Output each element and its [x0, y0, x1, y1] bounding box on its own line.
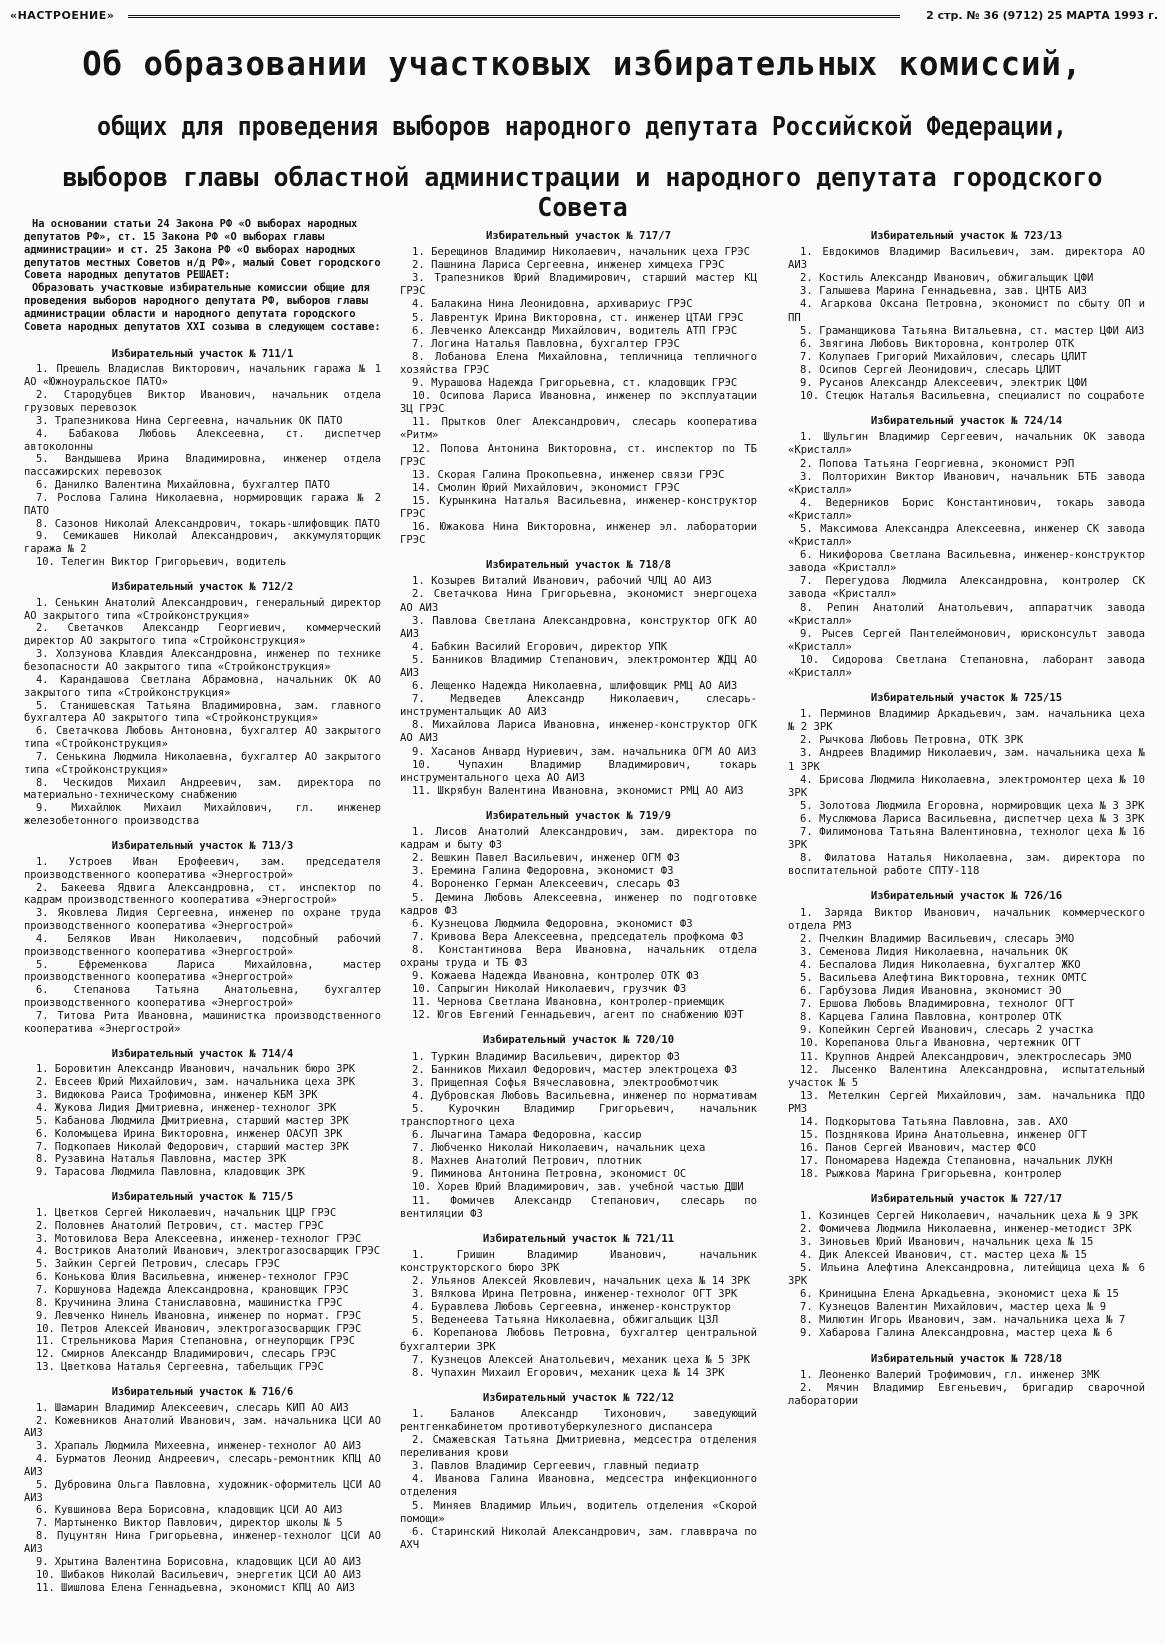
commission-member: 4. Ведерников Борис Константинович, токарь завода «Кристалл» [788, 496, 1145, 522]
polling-station-section [24, 1386, 381, 1595]
commission-member: 9. Семикашев Николай Александрович, аккумуляторщик гаража № 2 [24, 530, 381, 556]
commission-member: 2. Светачкова Нина Григорьевна, экономист энергоцеха АО АИЗ [400, 588, 757, 614]
commission-member: 6. Конькова Юлия Васильевна, инженер-технолог ГРЭС [36, 1271, 349, 1284]
polling-station-title: Избирательный участок № 714/4 [111, 1047, 294, 1060]
commission-member: 11. Чернова Светлана Ивановна, контролер-приемщик [412, 996, 725, 1009]
commission-member: 7. Рослова Галина Николаевна, нормировщик гаража № 2 ПАТО [24, 491, 381, 517]
commission-member: 2. Ульянов Алексей Яковлевич, начальник цеха № 14 ЗРК [412, 1275, 751, 1288]
commission-member: 4. Агаркова Оксана Петровна, экономист по сбыту ОП и ПП [788, 298, 1145, 324]
column-2 [400, 218, 757, 1638]
commission-member: 4. Буравлева Любовь Сергеевна, инженер-конструктор [412, 1301, 731, 1314]
commission-member: 10. Осипова Лариса Ивановна, инженер по эксплуатации ЗЦ ГРЭС [400, 390, 757, 416]
commission-member: 4. Беляков Иван Николаевич, подсобный рабочий производственного кооператива «Энергострой» [24, 932, 381, 958]
polling-station-section [788, 890, 1145, 1181]
commission-member: 3. Трапезникова Нина Сергеевна, начальник ОК ПАТО [36, 414, 343, 427]
commission-member: 12. Смирнов Александр Владимирович, слесарь ГРЭС [36, 1348, 337, 1361]
column-1 [24, 218, 381, 1638]
commission-member: 7. Перегудова Людмила Александровна, контролер СК завода «Кристалл» [788, 575, 1145, 601]
commission-member: 7. Кузнецов Валентин Михайлович, мастер цеха № 9 [800, 1301, 1107, 1314]
commission-member: 7. Логина Наталья Павловна, бухгалтер ГРЭС [412, 337, 680, 350]
commission-member: 5. Ильина Алефтина Александровна, литейщица цеха № 6 ЗРК [788, 1261, 1145, 1288]
polling-station-title: Избирательный участок № 724/14 [870, 415, 1063, 428]
polling-station-title: Избирательный участок № 721/11 [482, 1232, 675, 1245]
commission-member: 6. Никифорова Светлана Васильевна, инженер-конструктор завода «Кристалл» [788, 549, 1145, 575]
commission-member: 10. Сидорова Светлана Степановна, лаборант завода «Кристалл» [788, 653, 1145, 679]
commission-member: 8. Пуцунтян Нина Григорьевна, инженер-технолог ЦСИ АО АИЗ [24, 1530, 381, 1555]
commission-member: 8. Кручинина Элина Станиславовна, машинистка ГРЭС [36, 1296, 343, 1309]
polling-station-title: Избирательный участок № 716/6 [111, 1385, 294, 1398]
commission-member: 10. Корепанова Ольга Ивановна, чертежник ОГТ [800, 1037, 1081, 1050]
polling-station-section [788, 692, 1145, 878]
commission-member: 4. Жукова Лидия Дмитриевна, инженер-технолог ЗРК [36, 1102, 337, 1114]
commission-member: 3. Семенова Лидия Николаевна, начальник ОК [800, 945, 1068, 958]
commission-member: 1. Леоненко Валерий Трофимович, гл. инженер ЗМК [800, 1368, 1100, 1381]
commission-member: 9. Хабарова Галина Александровна, мастер цеха № 6 [800, 1327, 1113, 1340]
commission-member: 8. Сазонов Николай Александрович, токарь-шлифовщик ПАТО [36, 517, 381, 530]
commission-member: 7. Медведев Александр Николаевич, слесарь-инструментальщик АО АИЗ [400, 693, 757, 719]
commission-member: 2. Рычкова Любовь Петровна, ОТК ЗРК [800, 734, 1024, 747]
commission-member: 4. Иванова Галина Ивановна, медсестра инфекционного отделения [400, 1473, 757, 1499]
commission-member: 10. Хорев Юрий Владимирович, зав. учебной частью ДШИ [412, 1181, 744, 1194]
commission-member: 1. Козинцев Сергей Николаевич, начальник цеха № 9 ЗРК [800, 1209, 1139, 1222]
commission-member: 1. Боровитин Александр Иванович, начальник бюро ЗРК [36, 1063, 356, 1076]
commission-member: 7. Любченко Николай Николаевич, начальник цеха [412, 1142, 706, 1155]
polling-station-title: Избирательный участок № 719/9 [486, 809, 671, 822]
polling-station-section [400, 1233, 757, 1380]
commission-member: 6. Данилко Валентина Михайловна, бухгалтер ПАТО [36, 479, 331, 492]
commission-member: 1. Прешель Владислав Викторович, начальник гаража № 1 АО «Южноуральское ПАТО» [24, 363, 381, 389]
commission-member: 2. Мячин Владимир Евгеньевич, бригадир сварочной лаборатории [788, 1381, 1145, 1407]
commission-member: 11. Прытков Олег Александрович, слесарь кооператива «Ритм» [400, 416, 757, 442]
polling-station-title: Избирательный участок № 723/13 [870, 230, 1063, 242]
commission-member: 5. Васильева Алефтина Викторовна, техник ОМТС [800, 971, 1088, 984]
commission-member: 6. Лещенко Надежда Николаевна, шлифовщик РМЦ АО АИЗ [412, 680, 738, 693]
headline-line-1: Об образовании участковых избирательных комиссий, [82, 44, 1083, 83]
polling-station-section [400, 1034, 757, 1220]
commission-member: 8. Ческидов Михаил Андреевич, зам. директора по материально-техническому снабжению [24, 776, 381, 802]
commission-member: 6. Кузнецова Людмила Федоровна, экономист ФЗ [412, 917, 693, 930]
commission-member: 7. Филимонова Татьяна Валентиновна, технолог цеха № 16 ЗРК [788, 826, 1145, 852]
commission-member: 13. Скорая Галина Прокопьевна, инженер связи ГРЭС [412, 468, 725, 481]
commission-member: 9. Тарасова Людмила Павловна, кладовщик ЗРК [36, 1166, 305, 1179]
intro-paragraph-1: На основании статьи 24 Закона РФ «О выборах народных депутатов РФ», ст. 15 Закона РФ «О выборах главы администрации» и ст. 25 Закона РФ «О выборах народных депутатов местных Советов н/д РФ», малый Совет городского Совета народных депутатов РЕШАЕТ: [24, 218, 381, 282]
commission-member: 5. Зайкин Сергей Петрович, слесарь ГРЭС [36, 1258, 280, 1271]
commission-member: 5. Вандышева Ирина Владимировна, инженер отдела пассажирских перевозок [24, 453, 381, 479]
commission-member: 3. Прищепная Софья Вячеславовна, электрообмотчик [412, 1076, 719, 1089]
commission-member: 2. Половнев Анатолий Петрович, ст. мастер ГРЭС [36, 1219, 324, 1232]
commission-member: 5. Станишевская Татьяна Владимировна, зам. главного бухгалтера АО закрытого типа «Стройконструкция» [24, 699, 381, 725]
commission-member: 5. Банников Владимир Степанович, электромонтер ЖДЦ АО АИЗ [400, 653, 757, 679]
commission-member: 1. Лисов Анатолий Александрович, зам. директора по кадрам и быту ФЗ [400, 826, 757, 852]
commission-member: 3. Андреев Владимир Николаевич, зам. начальника цеха № 1 ЗРК [788, 747, 1145, 773]
commission-member: 14. Подкорытова Татьяна Павловна, зав. АХО [800, 1116, 1068, 1128]
commission-member: 11. Фомичев Александр Степанович, слесарь по вентиляции ФЗ [400, 1194, 757, 1220]
commission-member: 8. Карцева Галина Павловна, контролер ОТК [800, 1011, 1062, 1024]
commission-member: 1. Евдокимов Владимир Васильевич, зам. директора АО АИЗ [788, 246, 1145, 272]
polling-station-title: Избирательный участок № 718/8 [486, 559, 671, 572]
commission-member: 2. Пчелкин Владимир Васильевич, слесарь ЭМО [800, 932, 1075, 945]
newspaper-name: «НАСТРОЕНИЕ» [10, 9, 115, 22]
commission-member: 6. Корепанова Любовь Петровна, бухгалтер центральной бухгалтерии ЗРК [400, 1327, 757, 1353]
polling-station-title: Избирательный участок № 726/16 [870, 890, 1063, 903]
intro-paragraph-2: Образовать участковые избирательные комиссии общие для проведения выборов народного депутата РФ, выборов главы администрации области и народного депутата городского Совета народных депутатов XXI созыва в следующем составе: [24, 282, 381, 333]
commission-member: 13. Цветкова Наталья Сергеевна, табельщик ГРЭС [36, 1361, 324, 1374]
commission-member: 8. Милютин Игорь Иванович, зам. начальника цеха № 7 [800, 1314, 1126, 1327]
commission-member: 6. Муслюмова Лариса Васильевна, диспетчер цеха № 3 ЗРК [800, 812, 1145, 825]
commission-member: 7. Кривова Вера Алексеевна, председатель профкома ФЗ [412, 930, 744, 943]
commission-member: 2. Вешкин Павел Васильевич, инженер ОГМ ФЗ [412, 852, 680, 865]
polling-station-title: Избирательный участок № 715/5 [111, 1191, 294, 1204]
commission-member: 1. Заряда Виктор Иванович, начальник коммерческого отдела РМЗ [788, 906, 1145, 932]
polling-station-section [788, 1353, 1145, 1408]
commission-member: 9. Копейкин Сергей Иванович, слесарь 2 участка [800, 1024, 1094, 1037]
commission-member: 3. Яковлева Лидия Сергеевна, инженер по охране труда производственного кооператива «Энергострой» [24, 907, 381, 933]
commission-member: 1. Перминов Владимир Аркадьевич, зам. начальника цеха № 2 ЗРК [788, 708, 1145, 734]
polling-station-section [24, 840, 381, 1036]
commission-member: 1. Шамарин Владимир Алексеевич, слесарь КИП АО АИЗ [36, 1401, 349, 1414]
polling-station-title: Избирательный участок № 713/3 [111, 839, 294, 852]
commission-member: 7. Мартыненко Виктор Павлович, директор школы № 5 [36, 1517, 343, 1530]
commission-member: 9. Пиминова Антонина Петровна, экономист ОС [412, 1168, 687, 1181]
polling-station-title: Избирательный участок № 722/12 [482, 1391, 675, 1404]
commission-member: 5. Кабанова Людмила Дмитриевна, старший мастер ЗРК [36, 1114, 349, 1127]
commission-member: 5. Веденеева Татьяна Николаевна, обжигальщик ЦЗЛ [412, 1314, 719, 1327]
commission-member: 11. Шишлова Елена Геннадьевна, экономист КПЦ АО АИЗ [36, 1581, 356, 1594]
commission-member: 3. Павлова Светлана Александровна, конструктор ОГК АО АИЗ [400, 614, 757, 640]
commission-member: 4. Балакина Нина Леонидовна, архивариус ГРЭС [412, 298, 693, 311]
commission-member: 4. Бабакова Любовь Алексеевна, ст. диспетчер автоколонны [24, 427, 381, 453]
commission-member: 7. Колупаев Григорий Михайлович, слесарь ЦЛИТ [800, 350, 1088, 363]
header-rule [128, 15, 900, 18]
issue-info: 2 стр. № 36 (9712) 25 МАРТА 1993 г. [926, 9, 1158, 22]
commission-member: 11. Шкрябун Валентина Ивановна, экономист РМЦ АО АИЗ [412, 784, 744, 797]
commission-member: 2. Евсеев Юрий Михайлович, зам. начальника цеха ЗРК [36, 1076, 356, 1089]
commission-member: 10. Телегин Виктор Григорьевич, водитель [36, 556, 287, 569]
commission-member: 13. Метелкин Сергей Михайлович, зам. начальника ПДО РМЗ [788, 1089, 1145, 1115]
commission-member: 9. Русанов Александр Алексеевич, электрик ЦФИ [800, 377, 1088, 390]
polling-station-title: Избирательный участок № 728/18 [870, 1352, 1063, 1365]
commission-member: 1. Сенькин Анатолий Александрович, генеральный директор АО закрытого типа «Стройконструкция» [24, 596, 381, 622]
commission-member: 10. Стецюк Наталья Васильевна, специалист по соцработе [800, 390, 1145, 403]
commission-member: 3. Вялкова Ирина Петровна, инженер-технолог ОГТ ЗРК [412, 1288, 738, 1301]
commission-member: 4. Дубровская Любовь Васильевна, инженер по нормативам [412, 1089, 757, 1102]
polling-station-section [24, 1048, 381, 1179]
commission-member: 10. Шибаков Николай Васильевич, энергетик ЦСИ АО АИЗ [36, 1568, 362, 1581]
polling-station-section [400, 1392, 757, 1552]
commission-member: 15. Курынкина Наталья Васильевна, инженер-конструктор ГРЭС [400, 494, 757, 520]
commission-member: 2. Фомичева Людмила Николаевна, инженер-методист ЗРК [800, 1222, 1132, 1235]
commission-member: 5. Миняев Владимир Ильич, водитель отделения «Скорой помощи» [400, 1499, 757, 1525]
commission-member: 4. Дик Алексей Иванович, ст. мастер цеха № 15 [800, 1248, 1088, 1261]
polling-station-title: Избирательный участок № 712/2 [111, 580, 294, 593]
commission-member: 9. Кожаева Надежда Ивановна, контролер ОТК ФЗ [412, 970, 700, 983]
commission-member: 4. Брисова Людмила Николаевна, электромонтер цеха № 10 ЗРК [788, 773, 1145, 799]
commission-member: 6. Светачкова Любовь Антоновна, бухгалтер АО закрытого типа «Стройконструкция» [24, 725, 381, 751]
commission-member: 5. Ефременкова Лариса Михайловна, мастер производственного кооператива «Энергострой» [24, 958, 381, 984]
commission-member: 9. Левченко Нинель Ивановна, инженер по нормат. ГРЭС [36, 1309, 362, 1322]
commission-member: 2. Светачков Александр Георгиевич, коммерческий директор АО закрытого типа «Стройконструкция» [24, 622, 381, 648]
commission-member: 18. Рыжкова Марина Григорьевна, контролер [800, 1168, 1062, 1181]
commission-member: 5. Максимова Александра Алексеевна, инженер СК завода «Кристалл» [788, 522, 1145, 549]
commission-member: 7. Ершова Любовь Владимировна, технолог ОГТ [800, 998, 1075, 1011]
commission-member: 6. Левченко Александр Михайлович, водитель АТП ГРЭС [412, 324, 738, 337]
commission-member: 9. Михайлюк Михаил Михайлович, гл. инженер железобетонного производства [24, 802, 381, 828]
page-header [10, 5, 1158, 27]
polling-station-title: Избирательный участок № 720/10 [482, 1034, 675, 1047]
commission-member: 12. Югов Евгений Геннадьевич, агент по снабжению ЮЭТ [412, 1009, 744, 1022]
commission-member: 3. Зиновьев Юрий Иванович, начальник цеха № 15 [800, 1235, 1094, 1248]
polling-station-section [788, 1193, 1145, 1340]
commission-member: 12. Лысенко Валентина Александровна, испытательный участок № 5 [788, 1063, 1145, 1089]
commission-member: 9. Рысев Сергей Пантелеймонович, юрисконсульт завода «Кристалл» [788, 627, 1145, 653]
commission-member: 3. Мотовилова Вера Алексеевна, инженер-технолог ГРЭС [36, 1232, 362, 1245]
commission-member: 16. Панов Сергей Иванович, мастер ФСО [800, 1142, 1036, 1155]
commission-member: 8. Осипов Сергей Леонидович, слесарь ЦЛИТ [800, 363, 1062, 376]
commission-member: 8. Константинова Вера Ивановна, начальник отдела охраны труда и ТБ ФЗ [400, 943, 757, 969]
commission-member: 6. Степанова Татьяна Анатольевна, бухгалтер производственного кооператива «Энергострой» [24, 984, 381, 1010]
commission-member: 6. Гарбузова Лидия Ивановна, экономист ЭО [800, 985, 1062, 998]
commission-member: 4. Беспалова Лидия Николаевна, бухгалтер ЖКО [800, 958, 1081, 971]
commission-member: 2. Бакеева Ядвига Александровна, ст. инспектор по кадрам производственного кооператива «Энергострой» [24, 881, 381, 907]
commission-member: 8. Рузавина Наталья Павловна, мастер ЗРК [36, 1153, 287, 1166]
polling-station-section [400, 230, 757, 547]
commission-member: 15. Позднякова Ирина Анатольевна, инженер ОГТ [800, 1129, 1088, 1142]
commission-member: 1. Козырев Виталий Иванович, рабочий ЧЛЦ АО АИЗ [412, 575, 712, 588]
commission-member: 1. Баланов Александр Тихонович, заведующий рентгенкабинетом противотуберкулезного диспансера [400, 1407, 757, 1433]
commission-member: 2. Смажевская Татьяна Дмитриевна, медсестра отделения переливания крови [400, 1434, 757, 1460]
commission-member: 2. Стародубцев Виктор Иванович, начальник отдела грузовых перевозок [24, 389, 381, 414]
commission-member: 4. Бурматов Леонид Андреевич, слесарь-ремонтник КПЦ АО АИЗ [24, 1453, 381, 1478]
commission-member: 1. Устроев Иван Ерофеевич, зам. председателя производственного кооператива «Энергострой» [24, 855, 381, 881]
commission-member: 6. Звягина Любовь Викторовна, контролер ОТК [800, 337, 1075, 350]
commission-member: 5. Демина Любовь Алексеевна, инженер по подготовке кадров ФЗ [400, 891, 757, 917]
commission-member: 8. Чупахин Михаил Егорович, механик цеха № 14 ЗРК [412, 1366, 725, 1379]
commission-member: 1. Шульгин Владимир Сергеевич, начальник ОК завода «Кристалл» [788, 431, 1145, 457]
commission-member: 2. Кожевников Анатолий Иванович, зам. начальника ЦСИ АО АИЗ [24, 1414, 381, 1440]
commission-member: 5. Лаврентук Ирина Викторовна, ст. инженер ЦТАИ ГРЭС [412, 311, 744, 324]
decision-intro [24, 218, 381, 334]
commission-member: 4. Бабкин Василий Егорович, директор УПК [412, 640, 668, 653]
polling-station-title: Избирательный участок № 725/15 [870, 692, 1063, 705]
commission-member: 10. Петров Алексей Иванович, электрогазосварщик ГРЭС [36, 1322, 362, 1335]
commission-member: 8. Михайлова Лариса Ивановна, инженер-конструктор ОГК АО АИЗ [400, 719, 757, 745]
commission-member: 2. Костиль Александр Иванович, обжигальщик ЦФИ [800, 272, 1094, 285]
commission-member: 16. Южакова Нина Викторовна, инженер эл. лаборатории ГРЭС [400, 521, 757, 547]
commission-member: 1. Туркин Владимир Васильевич, директор ФЗ [412, 1050, 680, 1063]
commission-member: 9. Хасанов Анвард Нуриевич, зам. начальника ОГМ АО АИЗ [412, 745, 757, 758]
commission-member: 4. Востриков Анатолий Иванович, электрогазосварщик ГРЭС [36, 1245, 381, 1258]
commission-member: 8. Махнев Анатолий Петрович, плотник [412, 1155, 642, 1168]
commission-member: 3. Павлов Владимир Сергеевич, главный педиатр [412, 1460, 700, 1473]
polling-station-section [24, 1191, 381, 1374]
commission-member: 7. Кузнецов Алексей Анатольевич, механик цеха № 5 ЗРК [412, 1353, 751, 1366]
commission-member: 2. Пашнина Лариса Сергеевна, инженер химцеха ГРЭС [412, 259, 725, 272]
commission-member: 7. Коршунова Надежда Александровна, крановщик ГРЭС [36, 1283, 349, 1296]
commission-member: 6. Лычагина Тамара Федоровна, кассир [412, 1129, 642, 1142]
polling-station-section [400, 810, 757, 1023]
commission-member: 7. Сенькина Людмила Николаевна, бухгалтер АО закрытого типа «Стройконструкция» [24, 750, 381, 776]
commission-member: 12. Попова Антонина Викторовна, ст. инспектор по ТБ ГРЭС [400, 442, 757, 468]
commission-member: 1. Цветков Сергей Николаевич, начальник ЦЦР ГРЭС [36, 1206, 337, 1219]
commission-member: 4. Вороненко Герман Алексеевич, слесарь ФЗ [412, 878, 680, 891]
polling-station-section [400, 559, 757, 798]
commission-member: 9. Мурашова Надежда Григорьевна, ст. кладовщик ГРЭС [412, 377, 738, 390]
commission-member: 8. Репин Анатолий Анатольевич, аппаратчик завода «Кристалл» [788, 601, 1145, 627]
commission-member: 10. Сапрыгин Николай Николаевич, грузчик ФЗ [412, 983, 687, 996]
commission-member: 5. Курочкин Владимир Григорьевич, начальник транспортного цеха [400, 1102, 757, 1128]
commission-member: 7. Подкопаев Николай Федорович, старший мастер ЗРК [36, 1140, 349, 1153]
commission-member: 3. Видюкова Раиса Трофимовна, инженер КБМ ЗРК [36, 1089, 318, 1102]
commission-member: 3. Храпаль Людмила Михеевна, инженер-технолог АО АИЗ [36, 1440, 362, 1453]
commission-member: 10. Чупахин Владимир Владимирович, токарь инструментального цеха АО АИЗ [400, 758, 757, 784]
commission-member: 5. Золотова Людмила Егоровна, нормировщик цеха № 3 ЗРК [800, 799, 1145, 812]
polling-station-section [788, 230, 1145, 403]
commission-member: 11. Крупнов Андрей Александрович, электрослесарь ЭМО [800, 1050, 1132, 1063]
polling-station-title: Избирательный участок № 727/17 [870, 1193, 1063, 1206]
commission-member: 3. Полторихин Виктор Иванович, начальник БТБ завода «Кристалл» [788, 470, 1145, 496]
commission-member: 3. Галышева Марина Геннадьевна, зав. ЦНТБ АИЗ [800, 285, 1088, 298]
polling-station-section [24, 581, 381, 828]
commission-member: 2. Попова Татьяна Георгиевна, экономист РЭП [800, 457, 1075, 470]
headline-line-3: выборов главы областной администрации и народного депутата городского Совета [62, 163, 1103, 223]
polling-station-section [24, 348, 381, 569]
commission-member: 7. Титова Рита Ивановна, машинистка производственного кооператива «Энергострой» [24, 1009, 381, 1035]
commission-member: 3. Холзунова Клавдия Александровна, инженер по технике безопасности АО закрытого типа «Стройконструкция» [24, 648, 381, 673]
polling-station-section [788, 415, 1145, 680]
commission-member: 17. Пономарева Надежда Степановна, начальник ЛУКН [800, 1155, 1113, 1168]
commission-member: 6. Кувшинова Вера Борисовна, кладовщик ЦСИ АО АИЗ [36, 1504, 343, 1517]
commission-member: 3. Трапезников Юрий Владимирович, старший мастер КЦ ГРЭС [400, 272, 757, 298]
commission-member: 1. Берещинов Владимир Николаевич, начальник цеха ГРЭС [412, 246, 751, 259]
polling-station-title: Избирательный участок № 711/1 [111, 347, 294, 360]
commission-member: 6. Криницына Елена Аркадьевна, экономист цеха № 15 [800, 1288, 1119, 1301]
commission-member: 2. Банников Михаил Федорович, мастер электроцеха ФЗ [412, 1063, 738, 1076]
commission-member: 6. Коломыцева Ирина Викторовна, инженер ОАСУП ЗРК [36, 1127, 343, 1140]
commission-member: 6. Старинский Николай Александрович, зам. главврача по АХЧ [400, 1525, 757, 1551]
column-3 [788, 218, 1145, 1638]
headline-line-2: общих для проведения выборов народного депутата Российской Федерации, [97, 112, 1068, 142]
commission-member: 1. Гришин Владимир Иванович, начальник конструкторского бюро ЗРК [400, 1248, 757, 1274]
commission-member: 11. Стрельникова Мария Степановна, огнеупорщик ГРЭС [36, 1335, 356, 1348]
commission-member: 4. Карандашова Светлана Абрамовна, начальник ОК АО закрытого типа «Стройконструкция» [24, 673, 381, 699]
polling-station-title: Избирательный участок № 717/7 [486, 230, 671, 242]
commission-member: 3. Еремина Галина Федоровна, экономист ФЗ [412, 865, 674, 878]
commission-member: 8. Лобанова Елена Михайловна, тепличница тепличного хозяйства ГРЭС [400, 350, 757, 376]
commission-member: 14. Смолин Юрий Михайлович, экономист ГРЭС [412, 481, 680, 494]
commission-member: 9. Хрытина Валентина Борисовна, кладовщик ЦСИ АО АИЗ [36, 1555, 362, 1568]
commission-member: 8. Филатова Наталья Николаевна, зам. директора по воспитательной работе СПТУ-118 [788, 852, 1145, 878]
commission-member: 5. Дубровина Ольга Павловна, художник-оформитель ЦСИ АО АИЗ [24, 1478, 381, 1504]
commission-member: 5. Граманщикова Татьяна Витальевна, ст. мастер ЦФИ АИЗ [800, 324, 1145, 337]
